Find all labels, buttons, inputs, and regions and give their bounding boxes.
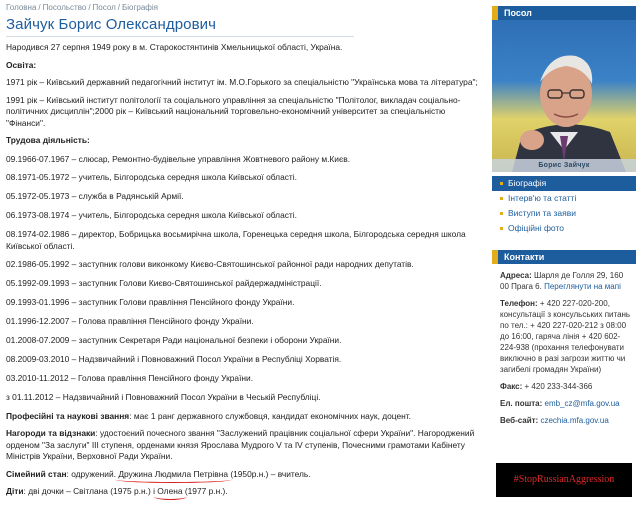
address-value: Шарля де Голля 29, 160 00 Прага 6. [500,271,624,291]
career-item: з 01.11.2012 – Надзвичайний і Повноважний Посол України в Чеській Республіці. [6,391,321,402]
daughter-name-annotated: Олена [157,486,182,496]
menu-item-photos[interactable]: Офіційні фото [492,221,636,236]
children-label: Діти [6,486,24,497]
career-item: 09.1993-01.1996 – заступник Голови правління Пенсійного фонду України. [6,297,295,308]
awards [6,428,484,463]
career-item: 08.1974-02.1986 – директор, Бобрицька восьмирічна школа, Горенецька середня школа, Білгородська середня школа Київської області. [6,229,466,251]
qualifications-label: Професійні та наукові звання [6,410,130,421]
breadcrumb: Головна / Посольство / Посол / Біографія [6,3,158,12]
family-status: Сімейний стан: одружений. Дружина Людмила Петрівна (1950р.н.) – вчитель. [6,469,484,481]
breadcrumb-ambassador[interactable]: Посол [92,3,116,12]
education-item: 1971 рік – Київський державний педагогічний інститут ім. М.О.Горького за спеціальністю "Українська мова та література"; [6,77,478,87]
career-item: 01.1996-12.2007 – Голова правління Пенсійного фонду України. [6,316,254,327]
breadcrumb-home[interactable]: Головна [6,3,37,12]
ambassador-heading: Посол [492,6,636,20]
qualifications [6,411,484,423]
career-item: 09.1966-07.1967 – слюсар, Ремонтно-будівельне управління Жовтневого району м.Києв. [6,153,351,164]
career-item: 05.1992-09.1993 – заступник Голови Києво-Святошинської райдержадміністрації. [6,278,322,289]
ambassador-photo [492,20,636,172]
breadcrumb-current: Біографія [122,3,158,12]
photo-caption: Борис Зайчук [492,159,636,172]
wife-name-annotated: Дружина Людмила Петрівна [118,469,228,479]
ambassador-portrait [492,20,636,172]
career-item: 06.1973-08.1974 – учитель, Білгородська середня школа Київської області. [6,210,297,221]
title-divider [6,36,354,37]
education-item: 1991 рік – Київський інститут політології та соціального управління за спеціальністю "Політолог, викладач соціально-політичних дисциплін";2000 рік – Київський національний торговельно-економічний університет за спеціальністю "Фінанси". [6,94,461,128]
phone-label: Телефон: [500,299,538,308]
menu-item-biography[interactable]: Біографія [492,176,636,191]
website-link[interactable]: czechia.mfa.gov.ua [540,416,609,425]
menu-item-interviews[interactable]: Інтерв'ю та статті [492,191,636,206]
career-item: 02.1986-05.1992 – заступник голови виконкому Києво-Святошинської районної ради народних депутатів. [6,259,414,270]
career-item: 08.1971-05.1972 – учитель, Білгородська середня школа Київської області. [6,172,297,183]
career-heading: Трудова діяльність: [6,135,90,145]
page-title: Зайчук Борис Олександрович [6,16,217,33]
email-label: Ел. пошта: [500,399,543,408]
contacts-heading: Контакти [492,250,636,264]
fax-value: + 420 233-344-366 [522,382,593,391]
red-underline-annotation [154,493,186,500]
map-link[interactable]: Переглянути на мапі [544,282,621,291]
career-item: 01.2008-07.2009 – заступник Секретаря Ради національної безпеки і оборони України. [6,335,342,346]
education-heading: Освіта: [6,59,37,70]
qualifications-text: : має 1 ранг державного службовця, кандидат економічних наук, доцент. [129,410,411,421]
main-content [6,0,484,512]
sidebar [492,6,636,432]
career-item: 08.2009-03.2010 – Надзвичайний і Повноважний Посол України в Республіці Хорватія. [6,353,342,364]
children: Діти: дві дочки – Світлана (1975 р.н.) і Олена (1977 р.н.). [6,486,484,498]
website-label: Веб-сайт: [500,416,539,425]
awards-text: : удостоєний почесного звання "Заслужений працівник соціальної сфери України". Нагороджений орденом "За заслуги" III ступеня, орденами князя Ярослава Мудрого V та IV ступенів, Почесними грамотами Кабінету Міністрів України, Верховної Ради України. [6,428,475,462]
stop-russian-aggression-banner[interactable]: #StopRussianAggression [496,463,632,497]
family-label: Сімейний стан [6,468,67,479]
menu-item-speeches[interactable]: Виступи та заяви [492,206,636,221]
career-item: 03.2010-11.2012 – Голова правління Пенсійного фонду України. [6,372,254,383]
ambassador-menu [492,176,636,236]
phone-value: + 420 227-020-200, консультації з консульських питань по тел.: + 420 227-020-212 з 08:00 до 16:00, гаряча лінія + 420 602-224-938 (прохання телефонувати виключно в разі загрози життю чи загибелі громадян України) [500,299,631,374]
birth-info: Народився 27 серпня 1949 року в м. Старокостянтинів Хмельницької області, Україна. [6,42,343,52]
red-underline-annotation [115,476,232,483]
awards-label: Нагороди та відзнаки [6,428,96,439]
address-label: Адреса: [500,271,532,280]
email-link[interactable]: emb_cz@mfa.gov.ua [544,399,620,408]
career-item: 05.1972-05.1973 – служба в Радянській Армії. [6,191,184,202]
fax-label: Факс: [500,382,523,391]
breadcrumb-embassy[interactable]: Посольство [42,3,87,12]
contacts-section [492,250,636,426]
